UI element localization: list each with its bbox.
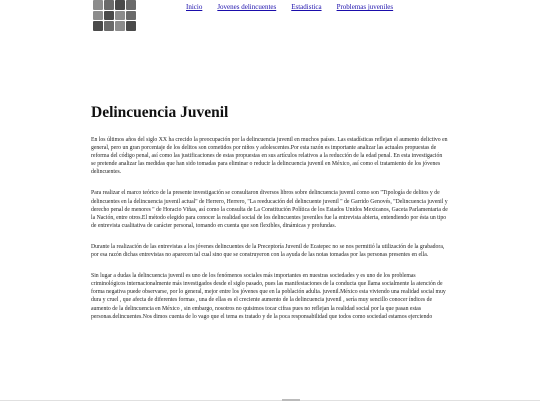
page-divider xyxy=(0,400,540,401)
top-navigation xyxy=(186,3,408,11)
nav-link-estadistica[interactable]: Estadistica xyxy=(291,3,322,11)
article-paragraph: Sin lugar a dudas la delincuencia juvenil es uno de los fenómenos sociales más importantes en nuestras sociedades y es uno de los problemas criminológicos internacionalmente más investigados desde el siglo pasado, pues las manifestaciones de la conducta que llama socialmente la atención de forma negativa puede observarse, por lo general, mejor entre los jóvenes que en la población adulta. juvenil.México esta viviendo una realidad social muy dura y cruel , que afecta de diferentes formas , una de ellas es el creciente aumento de la delincuencia juvenil , sería muy sencillo conocer índices de aumento de la delincuencia en México , sin embargo, nosotros no quisimos tocar cifras pues no reflejan la realidad social por la que pasan estas personas.delincuentes.Nos dimos cuenta de lo vago que el tema es tratado y de la poca responsabilidad que todos como sociedad estamos ejerciendo xyxy=(91,273,446,320)
nav-link-problemas-juveniles[interactable]: Problemas juveniles xyxy=(336,3,394,11)
scroll-indicator xyxy=(282,399,300,401)
faces-collage-logo xyxy=(93,0,136,31)
nav-link-inicio[interactable]: Inicio xyxy=(186,3,203,11)
article-paragraph: Para realizar el marco teórico de la presente investigación se consultaron diversos libros sobre delincuencia juvenil como son "Tipología de delitos y de delincuentes en la delincuencia juvenil actual" de Herrero, Herrero, "La reeducación del delincuente juvenil " de Garrido Genovés, "Delincuencia juvenil y derecho penal de menores " de Horacio Viñas, así como la consulta de La Constitución Política de los Estados Unidos Mexicanos, Gaceta Parlamentaria de la Nación, entre otros.El método elegido para conocer la realidad social de los delincuentes juveniles fue la entrevista abierta, entendiendo por ésta un tipo de entrevista cualitativa de carácter personal, tomando en cuenta que son flexibles, dinámicas y profundas. xyxy=(91,190,448,229)
article-paragraph: En los últimos años del siglo XX ha crecido la preocupación por la delincuencia juvenil en muchos países. Las estadísticas reflejan el aumento delictivo en general, pero un gran porcentaje de los delitos son cometidos por niños y adolescentes.Por esta razón es importante analizar las actuales propuestas de reforma del código penal, así como las justificaciones de estas propuestas en sus artículos relativos a la reducción de la edad penal. En esta investigación se pretende analizar las medidas que han sido tomadas para eliminar o reducir la delincuencia juvenil en México, así como el tratamiento de los jóvenes delincuentes. xyxy=(91,137,448,176)
page-title: Delincuencia Juvenil xyxy=(91,104,229,121)
nav-link-jovenes-delincuentes[interactable]: Jovenes delincuentes xyxy=(217,3,277,11)
article-paragraph: Durante la realización de las entrevistas a los jóvenes delincuentes de la Preceptoría Juvenil de Ecatepec no se nos permitió la utilización de la grabadora, por esa razón dichas entrevistas no aparecen tal cual sino que se construyeron con la ayuda de las notas tomadas por las personas presentes en ella. xyxy=(91,243,445,259)
article xyxy=(91,104,448,334)
